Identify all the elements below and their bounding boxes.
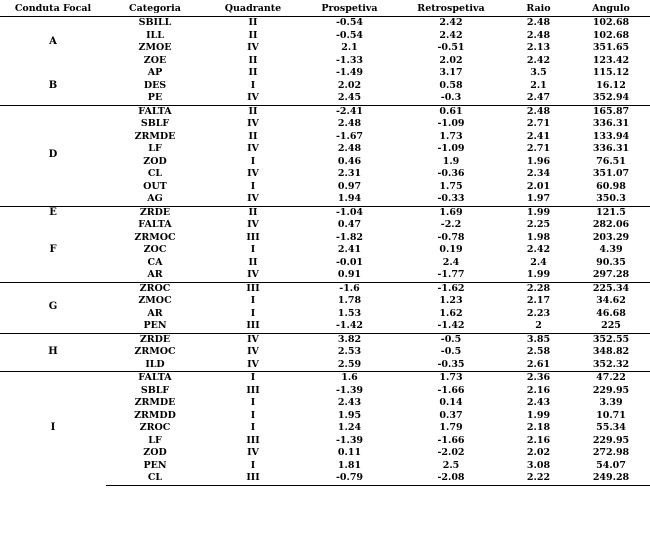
- raio-cell: 2.58: [526, 346, 551, 357]
- raio-cell: 2.02: [526, 447, 551, 458]
- retrospetiva-cell: 1.62: [439, 307, 463, 319]
- prospetiva-cell: 0.46: [337, 155, 362, 167]
- angulo-cell: 60.98: [596, 180, 626, 192]
- quadrante-cell: IV: [247, 143, 259, 154]
- raio-cell: 3.85: [505, 333, 572, 346]
- quadrante-cell: III: [246, 320, 260, 331]
- retrospetiva-cell: -0.78: [437, 231, 465, 243]
- retrospetiva-cell: 3.17: [439, 67, 463, 78]
- quadrante-cell: III: [204, 282, 302, 295]
- raio-cell: 2.18: [526, 422, 551, 433]
- quadrante-cell: IV: [247, 92, 259, 103]
- categoria-cell: LF: [148, 434, 162, 446]
- angulo-cell: 225.34: [572, 282, 650, 295]
- conduta-focal-cell: B: [48, 79, 58, 91]
- angulo-cell: 336.31: [592, 143, 630, 154]
- conduta-focal-cell: G: [0, 282, 106, 333]
- categoria-cell: LF: [148, 143, 162, 154]
- retrospetiva-cell: -0.35: [437, 358, 465, 370]
- quadrante-cell: I: [250, 180, 256, 192]
- header-prospetiva: Prospetiva: [302, 0, 397, 17]
- angulo-cell: 102.68: [592, 29, 630, 41]
- prospetiva-cell: 2.45: [337, 92, 362, 103]
- raio-cell: 1.99: [526, 409, 551, 421]
- retrospetiva-cell: 1.73: [397, 372, 505, 385]
- header-row: [0, 0, 650, 17]
- quadrante-cell: I: [250, 397, 256, 408]
- retrospetiva-cell: -0.5: [440, 346, 462, 357]
- prospetiva-cell: 2.1: [341, 42, 358, 53]
- prospetiva-cell: 2.31: [337, 168, 362, 179]
- quadrante-cell: II: [248, 256, 258, 268]
- prospetiva-cell: 0.97: [337, 180, 362, 192]
- retrospetiva-cell: -0.36: [437, 168, 465, 179]
- quadrante-cell: II: [204, 206, 302, 219]
- quadrante-cell: III: [246, 231, 260, 243]
- categoria-cell: ZROC: [106, 282, 204, 295]
- prospetiva-cell: 2.48: [337, 143, 362, 154]
- categoria-cell: AG: [147, 193, 163, 204]
- categoria-cell: ZRMDE: [134, 130, 176, 142]
- quadrante-cell: I: [250, 155, 256, 167]
- prospetiva-cell: 3.82: [302, 333, 397, 346]
- retrospetiva-cell: -0.51: [437, 42, 465, 53]
- prospetiva-cell: 2.53: [337, 346, 362, 357]
- header-categoria: Categoria: [106, 0, 204, 17]
- angulo-cell: 54.07: [596, 459, 626, 471]
- raio-cell: 2.1: [530, 79, 547, 91]
- categoria-cell: DES: [143, 79, 167, 91]
- prospetiva-cell: -1.33: [335, 54, 364, 66]
- raio-cell: 2.42: [526, 54, 551, 66]
- retrospetiva-cell: -0.33: [437, 193, 465, 204]
- quadrante-cell: I: [250, 79, 256, 91]
- retrospetiva-cell: -1.42: [437, 320, 465, 331]
- categoria-cell: ZOD: [143, 447, 167, 458]
- retrospetiva-cell: 2.4: [442, 256, 460, 268]
- retrospetiva-cell: 0.58: [439, 79, 463, 91]
- categoria-cell: FALTA: [106, 372, 204, 385]
- conduta-focal-cell: H: [0, 333, 106, 372]
- quadrante-cell: I: [250, 422, 256, 433]
- angulo-cell: 282.06: [592, 219, 630, 230]
- raio-cell: 2.41: [526, 130, 551, 142]
- prospetiva-cell: -1.42: [335, 320, 364, 331]
- quadrante-cell: IV: [247, 118, 259, 129]
- angulo-cell: 352.32: [592, 358, 630, 370]
- quadrante-cell: II: [248, 130, 258, 142]
- categoria-cell: OUT: [143, 180, 167, 192]
- angulo-cell: 10.71: [596, 409, 626, 421]
- categoria-cell: ZRDE: [106, 333, 204, 346]
- categoria-cell: ILD: [145, 358, 165, 370]
- prospetiva-cell: 0.91: [337, 269, 362, 280]
- angulo-cell: 46.68: [596, 307, 626, 319]
- angulo-cell: 34.62: [596, 295, 626, 306]
- angulo-cell: 272.98: [592, 447, 630, 458]
- quadrante-cell: I: [250, 409, 256, 421]
- raio-cell: 1.99: [505, 206, 572, 219]
- prospetiva-cell: -0.79: [302, 472, 397, 485]
- categoria-cell: FALTA: [138, 219, 172, 230]
- categoria-cell: ZRMDE: [134, 397, 176, 408]
- quadrante-cell: IV: [247, 193, 259, 204]
- angulo-cell: 297.28: [592, 269, 630, 280]
- raio-cell: 2.71: [526, 143, 551, 154]
- raio-cell: 2.28: [505, 282, 572, 295]
- categoria-cell: ZRDE: [106, 206, 204, 219]
- conduta-focal-cell: F: [49, 244, 57, 255]
- raio-cell: 2.17: [526, 295, 551, 306]
- prospetiva-cell: 2.02: [337, 79, 362, 91]
- conduta-focal-cell: E: [0, 206, 106, 219]
- categoria-cell: SBLF: [140, 118, 170, 129]
- retrospetiva-cell: -0.5: [397, 333, 505, 346]
- retrospetiva-cell: 2.42: [397, 17, 505, 30]
- prospetiva-cell: -1.39: [335, 434, 364, 446]
- quadrante-cell: IV: [204, 333, 302, 346]
- raio-cell: 2.61: [526, 358, 551, 370]
- categoria-cell: SBLF: [140, 384, 170, 396]
- raio-cell: 3.08: [526, 459, 551, 471]
- categoria-cell: ILL: [146, 29, 164, 41]
- header-conduta-focal: Conduta Focal: [0, 0, 106, 17]
- quadrante-cell: I: [250, 244, 256, 255]
- prospetiva-cell: 2.41: [337, 244, 362, 255]
- retrospetiva-cell: 1.79: [439, 422, 463, 433]
- angulo-cell: 165.87: [572, 105, 650, 118]
- categoria-cell: AR: [147, 307, 163, 319]
- categoria-cell: CL: [147, 168, 163, 179]
- angulo-cell: 3.39: [599, 397, 623, 408]
- header-retrospetiva: Retrospetiva: [397, 0, 505, 17]
- conduta-focal-cell: D: [0, 105, 106, 206]
- angulo-cell: 350.3: [596, 193, 626, 204]
- categoria-cell: ZROC: [139, 422, 171, 433]
- angulo-cell: 102.68: [572, 17, 650, 30]
- retrospetiva-cell: 2.5: [442, 459, 460, 471]
- quadrante-cell: IV: [247, 447, 259, 458]
- prospetiva-cell: 1.24: [337, 422, 362, 433]
- angulo-cell: 348.82: [592, 346, 630, 357]
- raio-cell: 2.4: [530, 256, 547, 268]
- quadrante-cell: IV: [247, 358, 259, 370]
- raio-cell: 2.48: [505, 17, 572, 30]
- prospetiva-cell: -0.54: [335, 29, 364, 41]
- raio-cell: 2.13: [526, 42, 551, 53]
- table-row: [0, 282, 650, 295]
- prospetiva-cell: -1.82: [335, 231, 364, 243]
- prospetiva-cell: 1.78: [337, 295, 362, 306]
- prospetiva-cell: -1.04: [302, 206, 397, 219]
- categoria-cell: ZMOC: [138, 295, 172, 306]
- angulo-cell: 47.22: [572, 372, 650, 385]
- retrospetiva-cell: 0.19: [439, 244, 463, 255]
- angulo-cell: 16.12: [596, 79, 626, 91]
- prospetiva-cell: 2.59: [337, 358, 362, 370]
- categoria-cell: SBILL: [106, 17, 204, 30]
- raio-cell: 2: [535, 320, 542, 331]
- retrospetiva-cell: -1.62: [397, 282, 505, 295]
- angulo-cell: 123.42: [592, 54, 630, 66]
- raio-cell: 2.16: [526, 384, 551, 396]
- prospetiva-cell: 2.43: [337, 397, 362, 408]
- categoria-cell: ZRMOC: [134, 231, 176, 243]
- quadrante-cell: IV: [247, 346, 259, 357]
- retrospetiva-cell: 2.02: [439, 54, 463, 66]
- quadrante-cell: II: [248, 54, 258, 66]
- retrospetiva-cell: -1.66: [437, 384, 465, 396]
- retrospetiva-cell: 0.14: [439, 397, 463, 408]
- quadrante-cell: IV: [247, 42, 259, 53]
- retrospetiva-cell: 0.61: [397, 105, 505, 118]
- raio-cell: 1.98: [526, 231, 551, 243]
- table-row: [0, 105, 650, 118]
- quadrante-cell: I: [250, 307, 256, 319]
- retrospetiva-cell: -1.09: [437, 118, 465, 129]
- angulo-cell: 249.28: [572, 472, 650, 485]
- conduta-focal-cell: A: [0, 17, 106, 68]
- raio-cell: 2.42: [526, 244, 551, 255]
- categoria-cell: CA: [147, 256, 163, 268]
- raio-cell: 1.97: [526, 193, 551, 204]
- prospetiva-cell: 1.94: [337, 193, 362, 204]
- table-row: [0, 17, 650, 30]
- raio-cell: 1.99: [526, 269, 551, 280]
- retrospetiva-cell: 1.75: [439, 180, 463, 192]
- table-row: [0, 67, 650, 80]
- retrospetiva-cell: -2.2: [440, 219, 462, 230]
- categoria-cell: ZOC: [143, 244, 167, 255]
- header-angulo: Angulo: [572, 0, 650, 17]
- quadrante-cell: IV: [247, 269, 259, 280]
- header-quadrante: Quadrante: [204, 0, 302, 17]
- angulo-cell: 115.12: [592, 67, 630, 78]
- quadrante-cell: III: [246, 434, 260, 446]
- angulo-cell: 76.51: [596, 155, 626, 167]
- raio-cell: 2.47: [526, 92, 551, 103]
- raio-cell: 2.01: [526, 180, 551, 192]
- prospetiva-cell: 0.11: [337, 447, 362, 458]
- header-raio: Raio: [505, 0, 572, 17]
- retrospetiva-cell: 1.23: [439, 295, 463, 306]
- quadrante-cell: IV: [247, 219, 259, 230]
- raio-cell: 2.43: [526, 397, 551, 408]
- prospetiva-cell: -1.67: [335, 130, 364, 142]
- categoria-cell: CL: [106, 472, 204, 485]
- prospetiva-cell: 1.95: [337, 409, 362, 421]
- angulo-cell: 90.35: [596, 256, 626, 268]
- retrospetiva-cell: -0.3: [440, 92, 462, 103]
- retrospetiva-cell: 1.9: [442, 155, 460, 167]
- prospetiva-cell: 0.47: [337, 219, 362, 230]
- angulo-cell: 225: [601, 320, 621, 331]
- raio-cell: 2.25: [526, 219, 551, 230]
- angulo-cell: 55.34: [596, 422, 626, 433]
- categoria-cell: ZOD: [143, 155, 167, 167]
- quadrante-cell: II: [248, 29, 258, 41]
- quadrante-cell: III: [204, 472, 302, 485]
- categoria-cell: ZMOE: [138, 42, 172, 53]
- retrospetiva-cell: -2.08: [397, 472, 505, 485]
- retrospetiva-cell: 2.42: [439, 29, 463, 41]
- angulo-cell: 229.95: [592, 384, 630, 396]
- retrospetiva-cell: -2.02: [437, 447, 465, 458]
- raio-cell: 2.71: [526, 118, 551, 129]
- prospetiva-cell: 1.53: [337, 307, 362, 319]
- quadrante-cell: II: [204, 105, 302, 118]
- angulo-cell: 203.29: [592, 231, 630, 243]
- prospetiva-cell: -0.54: [302, 17, 397, 30]
- angulo-cell: 351.65: [592, 42, 630, 53]
- prospetiva-cell: -1.6: [302, 282, 397, 295]
- retrospetiva-cell: -1.09: [437, 143, 465, 154]
- raio-cell: 1.96: [526, 155, 551, 167]
- categoria-cell: ZRMOC: [134, 346, 176, 357]
- table-row: [0, 206, 650, 219]
- categoria-cell: ZOE: [143, 54, 167, 66]
- raio-cell: 2.48: [526, 29, 551, 41]
- categoria-cell: ZRMDD: [134, 409, 176, 421]
- retrospetiva-cell: -1.77: [437, 269, 465, 280]
- retrospetiva-cell: 1.69: [397, 206, 505, 219]
- table-body: [0, 17, 650, 486]
- raio-cell: 2.34: [526, 168, 551, 179]
- raio-cell: 3.5: [530, 67, 547, 78]
- prospetiva-cell: -2.41: [302, 105, 397, 118]
- categoria-cell: AR: [147, 269, 163, 280]
- raio-cell: 2.16: [526, 434, 551, 446]
- angulo-cell: 352.55: [572, 333, 650, 346]
- prospetiva-cell: -1.49: [335, 67, 364, 78]
- raio-cell: 2.48: [505, 105, 572, 118]
- prospetiva-cell: -0.01: [335, 256, 364, 268]
- prospetiva-cell: 2.48: [337, 118, 362, 129]
- categoria-cell: AP: [147, 67, 163, 78]
- quadrante-cell: II: [204, 17, 302, 30]
- categoria-cell: PEN: [143, 320, 167, 331]
- prospetiva-cell: 1.6: [302, 372, 397, 385]
- quadrante-cell: II: [248, 67, 258, 78]
- conduta-focal-cell: I: [0, 372, 106, 486]
- retrospetiva-cell: 1.73: [439, 130, 463, 142]
- angulo-cell: 351.07: [592, 168, 630, 179]
- table-row: [0, 372, 650, 385]
- raio-cell: 2.36: [505, 372, 572, 385]
- angulo-cell: 4.39: [599, 244, 623, 255]
- quadrante-cell: IV: [247, 168, 259, 179]
- angulo-cell: 336.31: [592, 118, 630, 129]
- quadrante-cell: I: [250, 295, 256, 306]
- quadrante-cell: I: [250, 459, 256, 471]
- angulo-cell: 133.94: [592, 130, 630, 142]
- categoria-cell: PEN: [143, 459, 167, 471]
- quadrante-cell: I: [204, 372, 302, 385]
- table-row: [0, 219, 650, 232]
- angulo-cell: 121.5: [572, 206, 650, 219]
- quadrante-cell: III: [246, 384, 260, 396]
- prospetiva-cell: 1.81: [337, 459, 362, 471]
- angulo-cell: 352.94: [592, 92, 630, 103]
- angulo-cell: 229.95: [592, 434, 630, 446]
- categoria-cell: FALTA: [106, 105, 204, 118]
- raio-cell: 2.23: [526, 307, 551, 319]
- raio-cell: 2.22: [505, 472, 572, 485]
- prospetiva-cell: -1.39: [335, 384, 364, 396]
- categoria-cell: PE: [147, 92, 163, 103]
- table-row: [0, 333, 650, 346]
- retrospetiva-cell: 0.37: [439, 409, 463, 421]
- retrospetiva-cell: -1.66: [437, 434, 465, 446]
